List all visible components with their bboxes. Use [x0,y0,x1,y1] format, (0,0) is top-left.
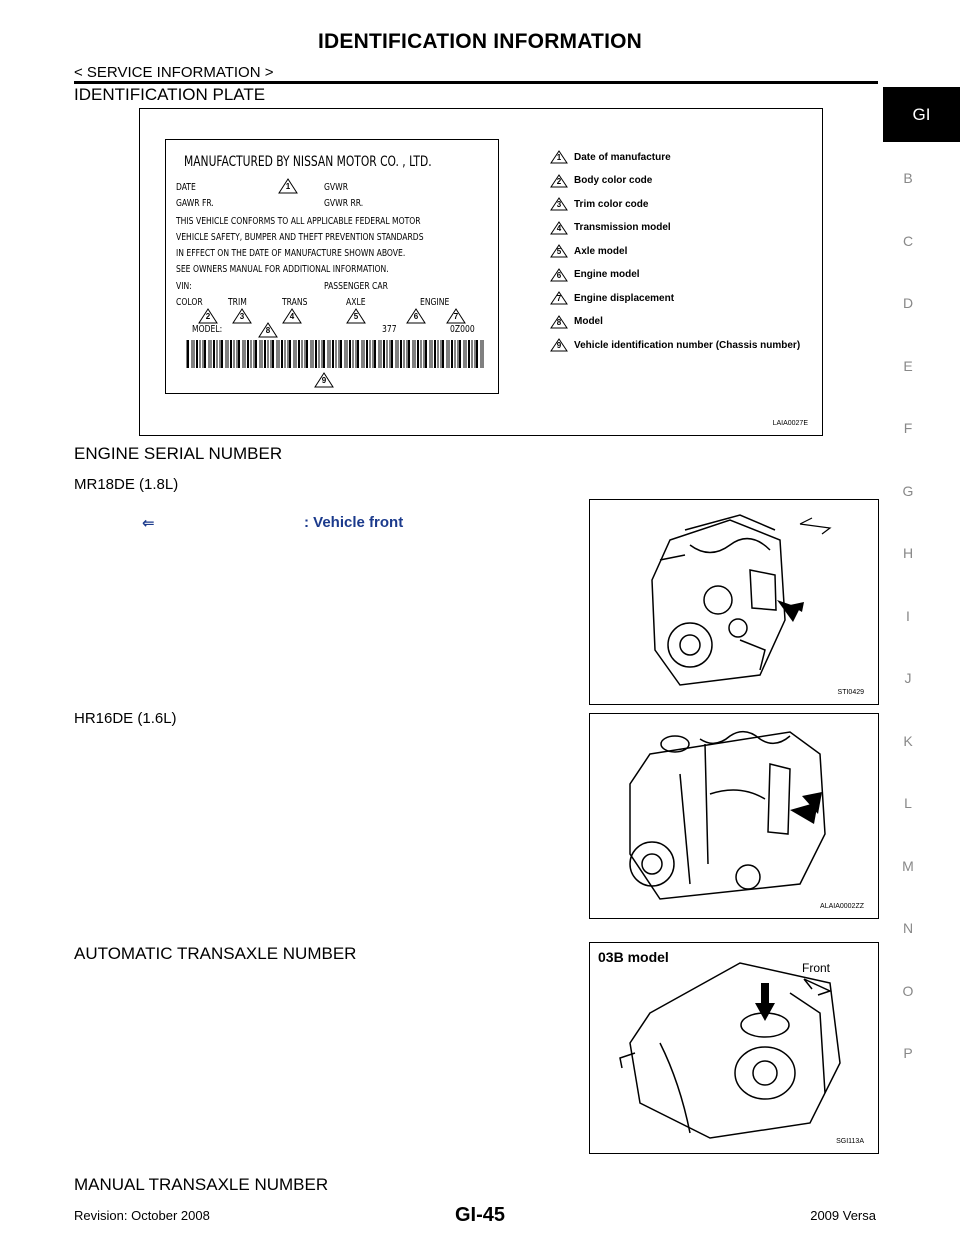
plate-marker-7: 7 [446,308,466,324]
legend-marker-icon [550,244,568,258]
side-tab-j[interactable]: J [904,670,912,686]
plate-marker-9: 9 [314,372,334,388]
side-tab-h[interactable]: H [902,545,914,561]
legend-item [550,149,671,165]
engine-mr18de-label: MR18DE (1.8L) [74,476,179,493]
heading-manual-transaxle: MANUAL TRANSAXLE NUMBER [74,1175,329,1194]
legend-number: 4 [556,223,562,233]
plate-label [165,139,499,394]
legend-number: 6 [556,270,562,280]
legend-marker-icon [550,174,568,188]
plate-marker-5: 5 [346,308,366,324]
side-tab-o[interactable]: O [902,982,914,999]
plate-gvwr-rr: GVWR RR. [324,198,364,209]
plate-date: DATE [176,182,196,193]
tab-gi[interactable]: GI [883,87,960,142]
hr16de-engine-drawing [590,714,878,918]
footer-model: 2009 Versa [810,1208,876,1223]
mr18de-engine-drawing [590,500,878,704]
plate-marker-1: 1 [278,178,298,194]
plate-gawr-fr: GAWR FR. [176,198,214,209]
legend-item [550,173,652,189]
legend-number: 9 [556,341,562,350]
plate-axle: AXLE [346,297,366,308]
heading-automatic-transaxle: AUTOMATIC TRANSAXLE NUMBER [74,944,357,963]
legend-text: Trim color code [574,198,649,210]
plate-gvwr: GVWR [324,182,349,193]
side-tab-l[interactable]: L [904,795,912,811]
side-tab-e[interactable]: E [903,357,913,374]
plate-manufacturer: MANUFACTURED BY NISSAN MOTOR CO. , LTD. [184,154,432,170]
legend-item [550,220,671,236]
legend-item [550,314,603,330]
legend-number: 2 [556,176,562,186]
plate-marker-6: 6 [406,308,426,324]
automatic-transaxle-figure [589,942,879,1154]
at-model-title: 03B model [598,949,669,965]
legend-marker-icon [550,221,568,235]
figure-code-at: SGI113A [836,1138,864,1145]
footer-revision: Revision: October 2008 [74,1208,210,1223]
legend-text: Engine displacement [574,292,675,304]
section-subtitle: < SERVICE INFORMATION > [74,64,274,81]
plate-trim: TRIM [228,297,247,308]
plate-barcode [186,340,486,370]
header-rule [74,81,878,84]
plate-conform-line-2: VEHICLE SAFETY, BUMPER AND THEFT PREVENTION STANDARDS [176,232,424,243]
plate-passenger-car: PASSENGER CAR [324,281,388,292]
plate-color: COLOR [176,297,203,308]
legend-marker-icon [550,315,568,329]
legend-marker-icon [550,150,568,164]
legend-number: 7 [556,294,562,303]
at-front-label: Front [802,961,831,975]
plate-conform-line-1: THIS VEHICLE CONFORMS TO ALL APPLICABLE FEDERAL MOTOR [176,216,421,227]
legend-text: Date of manufacture [574,151,671,163]
legend-text: Model [574,316,603,327]
identification-plate-figure [139,108,823,436]
legend-marker-icon [550,268,568,282]
legend-number: 5 [556,247,562,256]
plate-marker-4: 4 [282,308,302,324]
plate-code-377: 377 [382,324,397,335]
side-tab-i[interactable]: I [906,607,910,624]
page-number: GI-45 [454,1204,506,1226]
plate-vin: VIN: [176,281,192,292]
heading-engine-serial: ENGINE SERIAL NUMBER [74,444,283,463]
legend-number: 3 [556,200,562,209]
legend-number: 8 [556,317,562,327]
legend-item [550,196,648,212]
plate-conform-line-4: SEE OWNERS MANUAL FOR ADDITIONAL INFORMATION. [176,264,389,275]
legend-text: Axle model [574,245,628,257]
plate-model: MODEL: [192,324,223,335]
legend-marker-icon [550,291,568,305]
side-tab-n[interactable]: N [902,920,914,936]
vehicle-front-arrow-icon: ⇐ [142,515,155,532]
page-title: IDENTIFICATION INFORMATION [317,30,643,53]
figure-code-hr16de: ALAIA0002ZZ [820,903,864,910]
figure-code-plate: LAIA0027E [772,420,808,427]
hr16de-engine-figure [589,713,879,919]
side-tab-g[interactable]: G [902,482,914,499]
legend-text: Body color code [574,175,653,186]
side-tab-m[interactable]: M [902,857,914,874]
side-tab-b[interactable]: B [903,170,913,186]
legend-item [550,337,800,353]
plate-marker-2: 2 [198,308,218,324]
engine-hr16de-label: HR16DE (1.6L) [74,710,177,727]
legend-item [550,267,640,283]
side-tab-f[interactable]: F [903,420,913,436]
plate-conform-line-3: IN EFFECT ON THE DATE OF MANUFACTURE SHOWN ABOVE. [176,248,406,259]
side-tab-k[interactable]: K [903,732,913,749]
legend-text: Vehicle identification number (Chassis number) [574,339,801,351]
side-tab-p[interactable]: P [903,1045,913,1061]
legend-item [550,290,674,306]
plate-trans: TRANS [282,297,308,308]
side-tab-d[interactable]: D [902,295,914,311]
plate-code-0z000: 0Z000 [450,324,475,335]
plate-marker-8: 8 [258,322,278,338]
plate-marker-3: 3 [232,308,252,324]
legend-item [550,243,627,259]
side-tab-c[interactable]: C [902,232,914,249]
mr18de-engine-figure [589,499,879,705]
legend-marker-icon [550,338,568,352]
legend-text: Engine model [574,269,640,280]
heading-identification-plate: IDENTIFICATION PLATE [74,85,266,104]
figure-code-mr18de: STI0429 [837,689,864,696]
legend-text: Transmission model [574,222,671,233]
vehicle-front-label: : Vehicle front [304,514,404,531]
at-transaxle-drawing [590,943,878,1153]
plate-engine: ENGINE [420,297,450,308]
legend-number: 1 [556,153,562,162]
legend-marker-icon [550,197,568,211]
